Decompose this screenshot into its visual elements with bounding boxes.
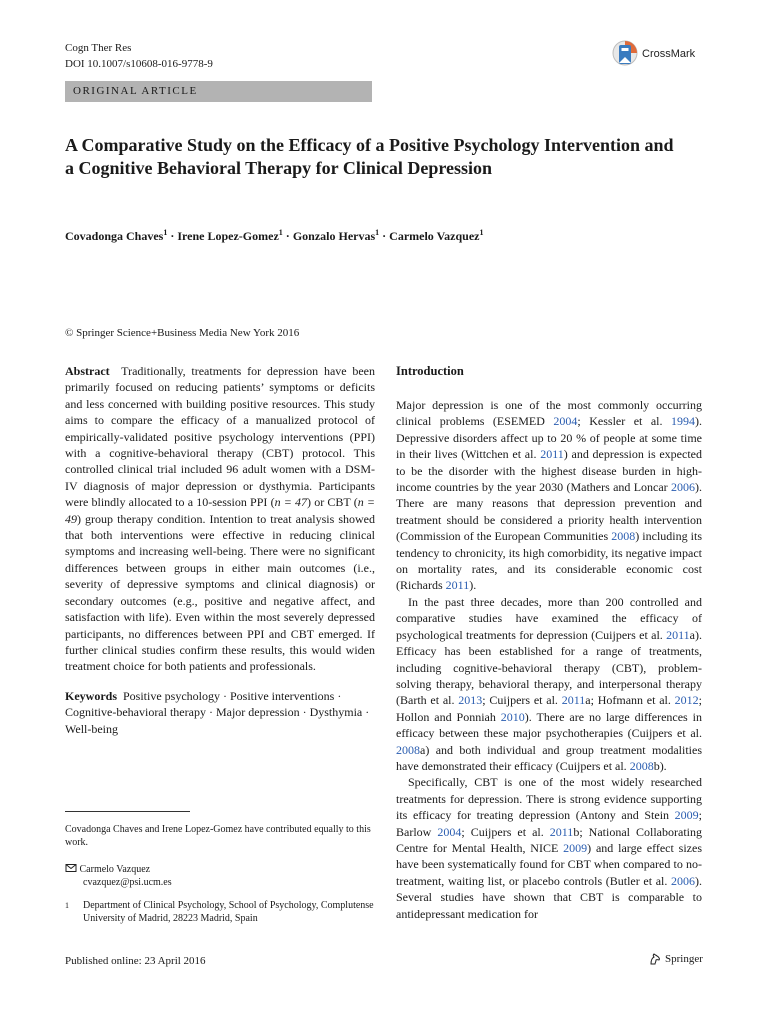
paragraph-text: ; Kessler et al. — [577, 414, 671, 429]
left-column — [65, 363, 375, 737]
author-separator: · — [170, 229, 175, 243]
footnote-divider — [65, 811, 190, 812]
corresponding-name: Carmelo Vazquez — [79, 864, 151, 875]
paragraph-text: ; Hollon and Ponniah — [396, 693, 702, 724]
paragraph-text: b; National Collaborating Centre for Mental Health, NICE — [396, 824, 702, 855]
intro-paragraph-2 — [396, 594, 702, 774]
keywords — [65, 688, 375, 737]
paragraph-text: ) and depression is expected to be the disorder with the highest disease burden in high-income countries by the year 2030 (Mathers and Loncar — [396, 447, 702, 495]
paragraph-text: b). — [653, 758, 667, 773]
crossmark-icon — [612, 38, 638, 70]
journal-name: Cogn Ther Res — [65, 42, 132, 54]
citation-link[interactable]: 2004 — [553, 414, 578, 429]
citation-link[interactable]: 1994 — [670, 414, 695, 429]
paragraph-text: a). Efficacy has been established for a range of treatments, including cognitive-behavioral therapy (CBT), problem-solving therapy, behavioral therapy, and interpersonal therapy (Barth et al. — [396, 627, 702, 708]
intro-paragraph-3 — [396, 774, 702, 922]
affiliation-marker: 1 — [163, 228, 168, 237]
journal-header — [65, 40, 213, 72]
corresponding-email[interactable]: cvazquez@psi.ucm.es — [83, 877, 172, 888]
copyright-notice: © Springer Science+Business Media New York 2016 — [65, 327, 300, 339]
keywords-text: Positive psychology · Positive interventions · Cognitive-behavioral therapy · Major depression · Dysthymia · Well-being — [65, 688, 370, 736]
intro-paragraph-1 — [396, 397, 702, 594]
paragraph-text: In the past three decades, more than 200 controlled and comparative studies have examined the efficacy of psychological treatments for depression (Cuijpers et al. — [396, 594, 702, 642]
paragraph-text: ) including its tendency to chronicity, its high comorbidity, its negative impact on mortality rates, and its considerable economic cost (Richards — [396, 529, 702, 593]
paragraph-text: ). There are no large differences in efficacy between these major psychotherapies (Cuijpers et al. — [396, 709, 702, 741]
crossmark-badge[interactable] — [612, 38, 695, 70]
paragraph-text: ) and large effect sizes have been systematically found for CBT when compared to no-treatment, waiting list, or placebo controls (Butler et al. — [396, 840, 702, 888]
author-name[interactable]: Covadonga Chaves — [65, 229, 164, 243]
author-list — [65, 228, 483, 244]
citation-link[interactable]: 2008 — [396, 742, 420, 757]
citation-link[interactable]: 2013 — [458, 693, 483, 708]
author-name[interactable]: Carmelo Vazquez — [389, 229, 480, 243]
citation-link[interactable]: 2004 — [437, 824, 462, 839]
paragraph-text: ; Cuijpers et al. — [482, 693, 562, 708]
abstract-text: Traditionally, treatments for depression have been primarily focused on reducing patients’ symptoms or deficits and less concerned with building positive resources. This study aims to compare the efficacy of a manualized protocol of empirically-validated positive psychology interventions (PPI) with a cognitive-behavioral therapy (CBT) protocol. This controlled clinical trial included 96 adult women with a DSM-IV diagnosis of major depression or dysthymia. Participants were blindly allocated to a 10-session PPI ( — [65, 364, 376, 510]
paragraph-text: ). — [469, 578, 477, 593]
paragraph-text: ). There are many reasons that depression prevention and treatment should be considered a priority health intervention (Commission of the European Communities — [396, 480, 702, 544]
citation-link[interactable]: 2012 — [674, 693, 699, 708]
paragraph-text: ; Cuijpers et al. — [461, 824, 550, 839]
citation-link[interactable]: 2006 — [671, 873, 695, 888]
abstract-text: ) group therapy condition. Intention to treat analysis showed that both interventions were effective in reducing clinical symptoms and increasing well-being. There were no significant differences between groups in either main outcomes (i.e., severity of depressive symptoms and clinical diagnosis) or secondary outcomes (e.g., positive and negative affect, and satisfaction with life). Even within the most severely depressed participants, no differences between PPI and CBT emerged. If further clinical studies confirm these results, this would widen treatment choice for both patients and professionals. — [65, 511, 375, 674]
abstract — [65, 363, 375, 675]
affiliation-marker: 1 — [278, 228, 283, 237]
citation-link[interactable]: 2011 — [445, 578, 470, 593]
paragraph-text: ). Several studies have shown that CBT is comparable to antidepressant medication for — [396, 873, 702, 921]
paragraph-text: Major depression is one of the most commonly occurring clinical problems (ESEMED — [396, 398, 702, 429]
footnote-contribution: Covadonga Chaves and Irene Lopez-Gomez have contributed equally to this work. — [65, 824, 371, 848]
author-name[interactable]: Irene Lopez-Gomez — [177, 229, 279, 243]
published-date: Published online: 23 April 2016 — [65, 955, 206, 967]
citation-link[interactable]: 2011 — [540, 447, 564, 462]
affiliation-marker: 1 — [375, 228, 380, 237]
publisher-name: Springer — [665, 953, 703, 965]
right-column — [396, 363, 702, 922]
paragraph-text: a) and both individual and group treatment modalities have demonstrated their efficacy (Cuijpers et al. — [396, 742, 702, 773]
affiliation-number: 1 — [65, 901, 69, 910]
abstract-text: ) or CBT ( — [307, 495, 358, 510]
abstract-label: Abstract — [65, 364, 110, 378]
affiliation-footnote — [65, 899, 375, 925]
citation-link[interactable]: 2008 — [629, 758, 654, 773]
citation-link[interactable]: 2011 — [561, 693, 586, 708]
envelope-icon — [65, 864, 77, 872]
section-heading-introduction: Introduction — [396, 364, 464, 378]
paragraph-text: Specifically, CBT is one of the most widely researched treatments for depression. There is strong evidence supporting its efficacy for treating depression (Antony and Stein — [396, 775, 702, 823]
doi[interactable]: DOI 10.1007/s10608-016-9778-9 — [65, 58, 213, 70]
keywords-label: Keywords — [65, 688, 117, 703]
crossmark-label: CrossMark — [642, 48, 696, 60]
sample-size-cbt: n = 49 — [65, 495, 375, 526]
paragraph-text: ). Depressive disorders affect up to 20 % of people at some time in their lives (Wittchen et al. — [396, 414, 702, 462]
sample-size-ppi: n = 47 — [274, 495, 308, 510]
article-category: ORIGINAL ARTICLE — [65, 81, 372, 102]
author-separator: · — [382, 229, 387, 243]
springer-horse-icon — [648, 952, 662, 966]
citation-link[interactable]: 2006 — [671, 480, 695, 495]
citation-link[interactable]: 2009 — [674, 808, 699, 823]
citation-link[interactable]: 2008 — [611, 529, 636, 544]
author-separator: · — [285, 229, 290, 243]
paragraph-text: ; Barlow — [396, 808, 702, 839]
citation-link[interactable]: 2009 — [563, 840, 588, 855]
corresponding-author — [65, 863, 375, 889]
affiliation-marker: 1 — [479, 228, 484, 237]
paragraph-text: a; Hofmann et al. — [585, 693, 675, 708]
affiliation-text: Department of Clinical Psychology, School of Psychology, Complutense University of Madrid, 28223 Madrid, Spain — [83, 900, 374, 924]
citation-link[interactable]: 2011 — [549, 824, 574, 839]
springer-logo — [648, 952, 703, 966]
author-name[interactable]: Gonzalo Hervas — [292, 229, 376, 243]
citation-link[interactable]: 2010 — [500, 709, 525, 724]
citation-link[interactable]: 2011 — [666, 627, 690, 642]
article-title: A Comparative Study on the Efficacy of a Positive Psychology Intervention and a Cognitive Behavioral Therapy for Clinical Depression — [65, 135, 674, 178]
